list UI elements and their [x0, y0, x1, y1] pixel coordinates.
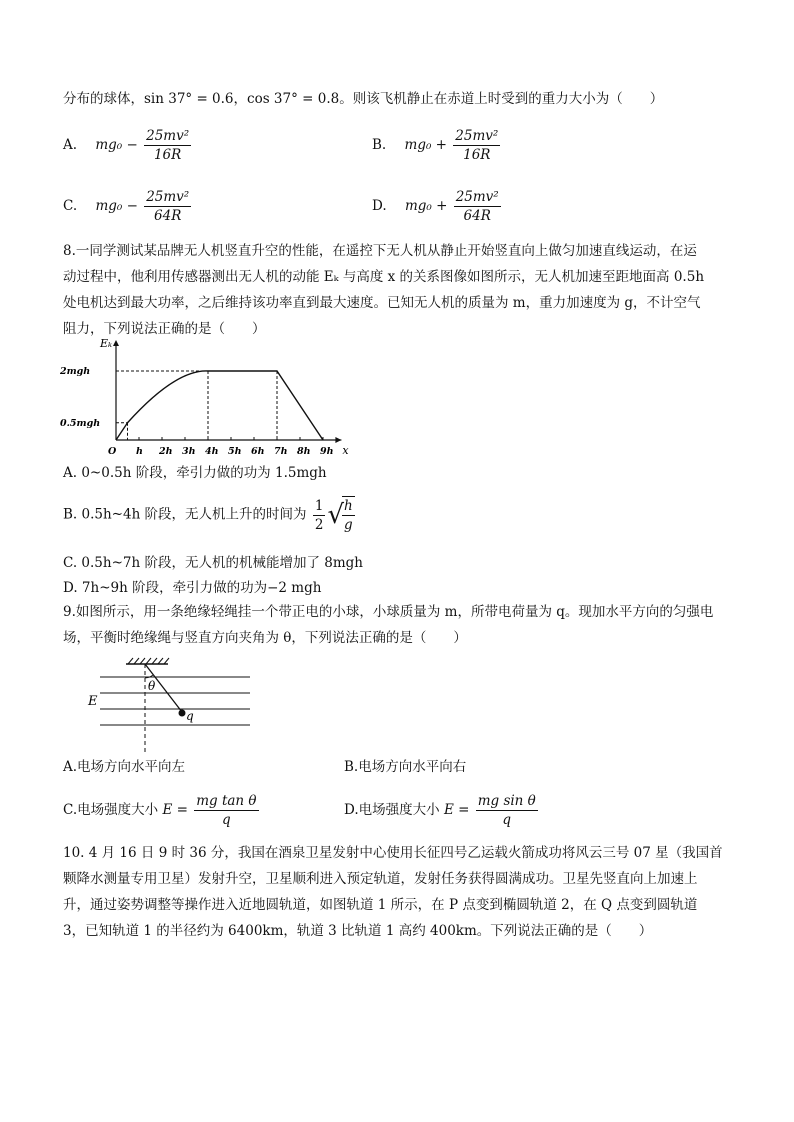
q10-line-2: 颗降水测量专用卫星）发射升空，卫星顺利进入预定轨道，发射任务获得圆满成功。卫星先竖直向上加速上	[63, 871, 698, 887]
fraction-denominator: q	[222, 812, 231, 828]
charged-ball	[179, 710, 186, 717]
x-axis-arrow	[335, 437, 341, 443]
fraction-numerator: 25mv²	[455, 128, 499, 144]
sqrt-icon: √	[327, 500, 345, 530]
q8-option-d[interactable]: D. 7h~9h 阶段，牵引力做的功为−2 mgh	[63, 580, 322, 596]
ceiling-hatch	[128, 658, 169, 664]
fraction-numerator: mg tan θ	[196, 793, 257, 809]
q9-line-1: 9.如图所示，用一条绝缘轻绳挂一个带正电的小球，小球质量为 m，所带电荷量为 q。现加水平方向的匀强电	[63, 604, 714, 620]
x-tick-label: 5h	[228, 446, 242, 457]
x-tick-label: 6h	[251, 446, 265, 457]
option-term: mg₀ −	[95, 198, 138, 214]
x-tick-label: O	[108, 446, 117, 457]
option-letter: C.	[63, 198, 78, 214]
fraction-denominator: q	[502, 812, 512, 828]
option-b-radicand	[342, 496, 355, 534]
option-b-text: B. 0.5h~4h 阶段，无人机上升的时间为	[63, 506, 307, 523]
fraction-denominator: 2	[314, 516, 324, 533]
x-tick-label: 7h	[274, 446, 288, 457]
pendulum-field-figure	[80, 656, 260, 756]
option-c-text: C.电场强度大小	[63, 802, 159, 818]
q10-line-4: 3，已知轨道 1 的半径约为 6400km，轨道 3 比轨道 1 高约 400km。下列说法正确的是（ ）	[63, 923, 653, 939]
option-letter: D.	[372, 198, 387, 214]
y-tick-label: 0.5mgh	[60, 417, 101, 429]
q7-option-a[interactable]	[63, 127, 193, 164]
option-c-fraction	[194, 792, 258, 829]
q9-option-d[interactable]	[344, 792, 540, 829]
x-tick-label: 3h	[182, 446, 196, 457]
option-fraction	[144, 127, 191, 164]
option-fraction	[453, 127, 500, 164]
option-term: mg₀ +	[404, 137, 447, 153]
ek-height-chart	[60, 334, 360, 464]
q8-line-4: 阻力，下列说法正确的是（ ）	[63, 321, 266, 337]
q9-option-b[interactable]: B.电场方向水平向右	[344, 759, 467, 775]
option-fraction	[454, 188, 501, 225]
radicand-numerator: h	[344, 498, 353, 514]
q9-option-a[interactable]: A.电场方向水平向左	[63, 759, 186, 775]
fraction-numerator: 1	[314, 497, 324, 514]
option-c-lhs: E =	[162, 802, 188, 818]
y-axis-label: Eₖ	[100, 337, 113, 350]
q9-option-c[interactable]	[63, 792, 261, 829]
fraction-denominator: 16R	[153, 147, 182, 163]
y-tick-label: 2mgh	[60, 366, 91, 377]
option-d-fraction	[476, 792, 538, 829]
q7-option-c[interactable]	[63, 188, 193, 225]
x-tick-label: 9h	[320, 446, 334, 457]
option-term: mg₀ +	[404, 198, 448, 214]
ek-curve	[116, 371, 323, 440]
fraction-denominator: 64R	[463, 208, 491, 224]
option-d-text: D.电场强度大小	[344, 802, 440, 818]
option-letter: A.	[63, 137, 78, 153]
q8-option-c[interactable]: C. 0.5h~7h 阶段，无人机的机械能增加了 8mgh	[63, 555, 363, 571]
fraction-denominator: 16R	[463, 147, 491, 163]
q10-line-1: 10. 4 月 16 日 9 时 36 分，我国在酒泉卫星发射中心使用长征四号乙运载火箭成功将风云三号 07 星（我国首	[63, 845, 723, 861]
q9-line-2: 场，平衡时绝缘绳与竖直方向夹角为 θ，下列说法正确的是（ ）	[63, 630, 467, 646]
q7-option-d[interactable]	[372, 188, 503, 225]
option-letter: B.	[372, 137, 387, 153]
q10-line-3: 升，通过姿势调整等操作进入近地圆轨道，如图轨道 1 所示，在 P 点变到椭圆轨道 2，在 Q 点变到圆轨道	[63, 897, 698, 913]
x-tick-label: 4h	[205, 446, 219, 457]
q8-line-3: 处电机达到最大功率，之后维持该功率直到最大速度。已知无人机的质量为 m，重力加速度为 g，不计空气	[63, 295, 701, 311]
field-label: E	[88, 694, 98, 709]
fraction-denominator: 64R	[154, 208, 182, 224]
x-axis-label: x	[342, 444, 349, 457]
fraction-numerator: mg sin θ	[477, 793, 536, 809]
y-axis-arrow	[113, 340, 119, 346]
option-fraction	[144, 188, 191, 225]
theta-label: θ	[148, 679, 156, 693]
option-b-fraction	[313, 497, 326, 534]
charge-label: q	[186, 709, 194, 723]
q7-intro: 分布的球体，sin 37° = 0.6，cos 37° = 0.8。则该飞机静止在赤道上时受到的重力大小为（ ）	[63, 91, 664, 107]
x-tick-label: 8h	[297, 446, 311, 457]
q8-option-b[interactable]	[63, 496, 357, 534]
q8-line-2: 动过程中，他利用传感器测出无人机的动能 Eₖ 与高度 x 的关系图像如图所示，无人机加速至距地面高 0.5h	[63, 269, 705, 285]
fraction-numerator: 25mv²	[146, 189, 190, 205]
radicand-denominator: g	[344, 517, 353, 533]
option-d-lhs: E =	[443, 802, 470, 818]
x-tick-label: h	[136, 446, 143, 457]
x-tick-label: 2h	[159, 446, 173, 457]
fraction-numerator: 25mv²	[146, 128, 190, 144]
q8-option-a[interactable]: A. 0~0.5h 阶段，牵引力做的功为 1.5mgh	[63, 465, 327, 481]
q8-line-1: 8.一同学测试某品牌无人机竖直升空的性能，在遥控下无人机从静止开始竖直向上做匀加速直线运动，在运	[63, 243, 697, 259]
q7-option-b[interactable]	[372, 127, 502, 164]
option-term: mg₀ −	[95, 137, 138, 153]
fraction-numerator: 25mv²	[455, 189, 499, 205]
